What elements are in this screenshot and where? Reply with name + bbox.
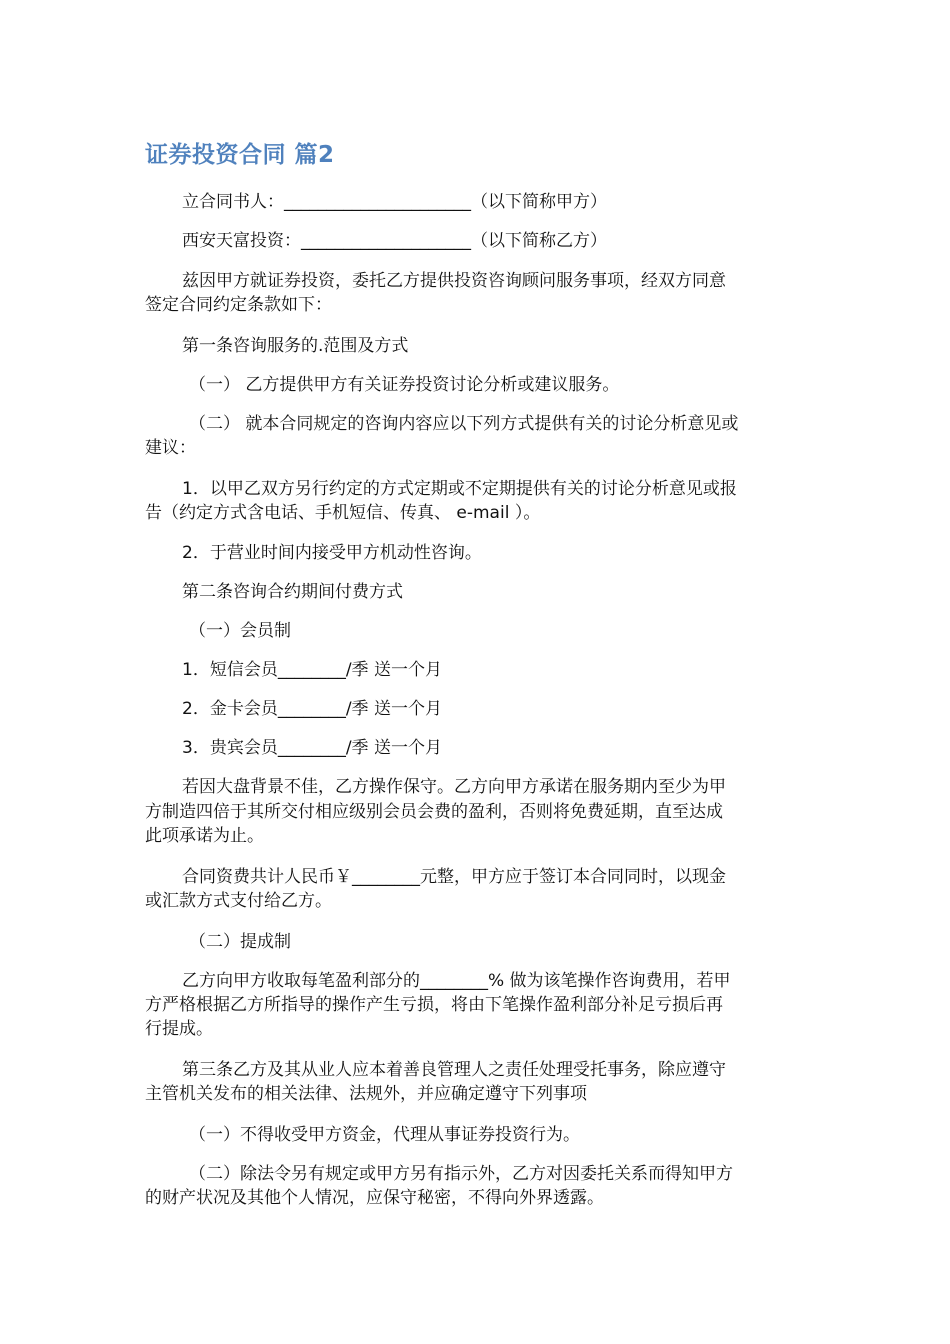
intro-line-2: 签定合同约定条款如下： — [145, 295, 332, 315]
party-a-line: 立合同书人：______________________（以下简称甲方） — [182, 192, 607, 212]
method-1-line-1: 1．以甲乙双方另行约定的方式定期或不定期提供有关的讨论分析意见或报 — [182, 479, 737, 499]
article-3-item-1: （一）不得收受甲方资金，代理从事证券投资行为。 — [189, 1125, 580, 1145]
commission-heading: （二）提成制 — [189, 932, 291, 952]
method-2-line: 2．于营业时间内接受甲方机动性咨询。 — [182, 543, 482, 563]
document-title: 证券投资合同 篇2 — [145, 142, 335, 168]
fee-line-2: 或汇款方式支付给乙方。 — [145, 891, 332, 911]
article-3-item-2-line-1: （二）除法令另有规定或甲方另有指示外，乙方对因委托关系而得知甲方 — [189, 1164, 733, 1184]
commission-line-1: 乙方向甲方收取每笔盈利部分的________% 做为该笔操作咨询费用，若甲 — [182, 971, 731, 991]
promise-line-2: 方制造四倍于其所交付相应级别会员会费的盈利，否则将免费延期，直至达成 — [145, 802, 723, 822]
article-3-line-2: 主管机关发布的相关法律、法规外，并应确定遵守下列事项 — [145, 1084, 587, 1104]
article-2-heading: 第二条咨询合约期间付费方式 — [182, 582, 403, 602]
article-1-item-2-line-2: 建议： — [145, 438, 196, 458]
membership-vip: 3．贵宾会员________/季 送一个月 — [182, 738, 442, 758]
commission-line-3: 行提成。 — [145, 1019, 213, 1039]
membership-sms: 1．短信会员________/季 送一个月 — [182, 660, 442, 680]
intro-line-1: 兹因甲方就证券投资，委托乙方提供投资咨询顾问服务事项，经双方同意 — [182, 271, 726, 291]
article-3-line-1: 第三条乙方及其从业人应本着善良管理人之责任处理受托事务，除应遵守 — [182, 1060, 726, 1080]
method-1-line-2: 告（约定方式含电话、手机短信、传真、 e-mail ）。 — [145, 503, 541, 523]
promise-line-3: 此项承诺为止。 — [145, 826, 264, 846]
article-1-item-1: （一） 乙方提供甲方有关证券投资讨论分析或建议服务。 — [189, 375, 620, 395]
article-3-item-2-line-2: 的财产状况及其他个人情况，应保守秘密，不得向外界透露。 — [145, 1188, 604, 1208]
commission-line-2: 方严格根据乙方所指导的操作产生亏损，将由下笔操作盈利部分补足亏损后再 — [145, 995, 723, 1015]
article-1-heading: 第一条咨询服务的.范围及方式 — [182, 336, 409, 356]
article-1-item-2-line-1: （二） 就本合同规定的咨询内容应以下列方式提供有关的讨论分析意见或 — [189, 414, 739, 434]
membership-heading: （一）会员制 — [189, 621, 291, 641]
membership-gold: 2．金卡会员________/季 送一个月 — [182, 699, 442, 719]
party-b-line: 西安天富投资：____________________（以下简称乙方） — [182, 231, 607, 251]
promise-line-1: 若因大盘背景不佳，乙方操作保守。乙方向甲方承诺在服务期内至少为甲 — [182, 777, 726, 797]
fee-line-1: 合同资费共计人民币￥________元整，甲方应于签订本合同同时，以现金 — [182, 867, 726, 887]
